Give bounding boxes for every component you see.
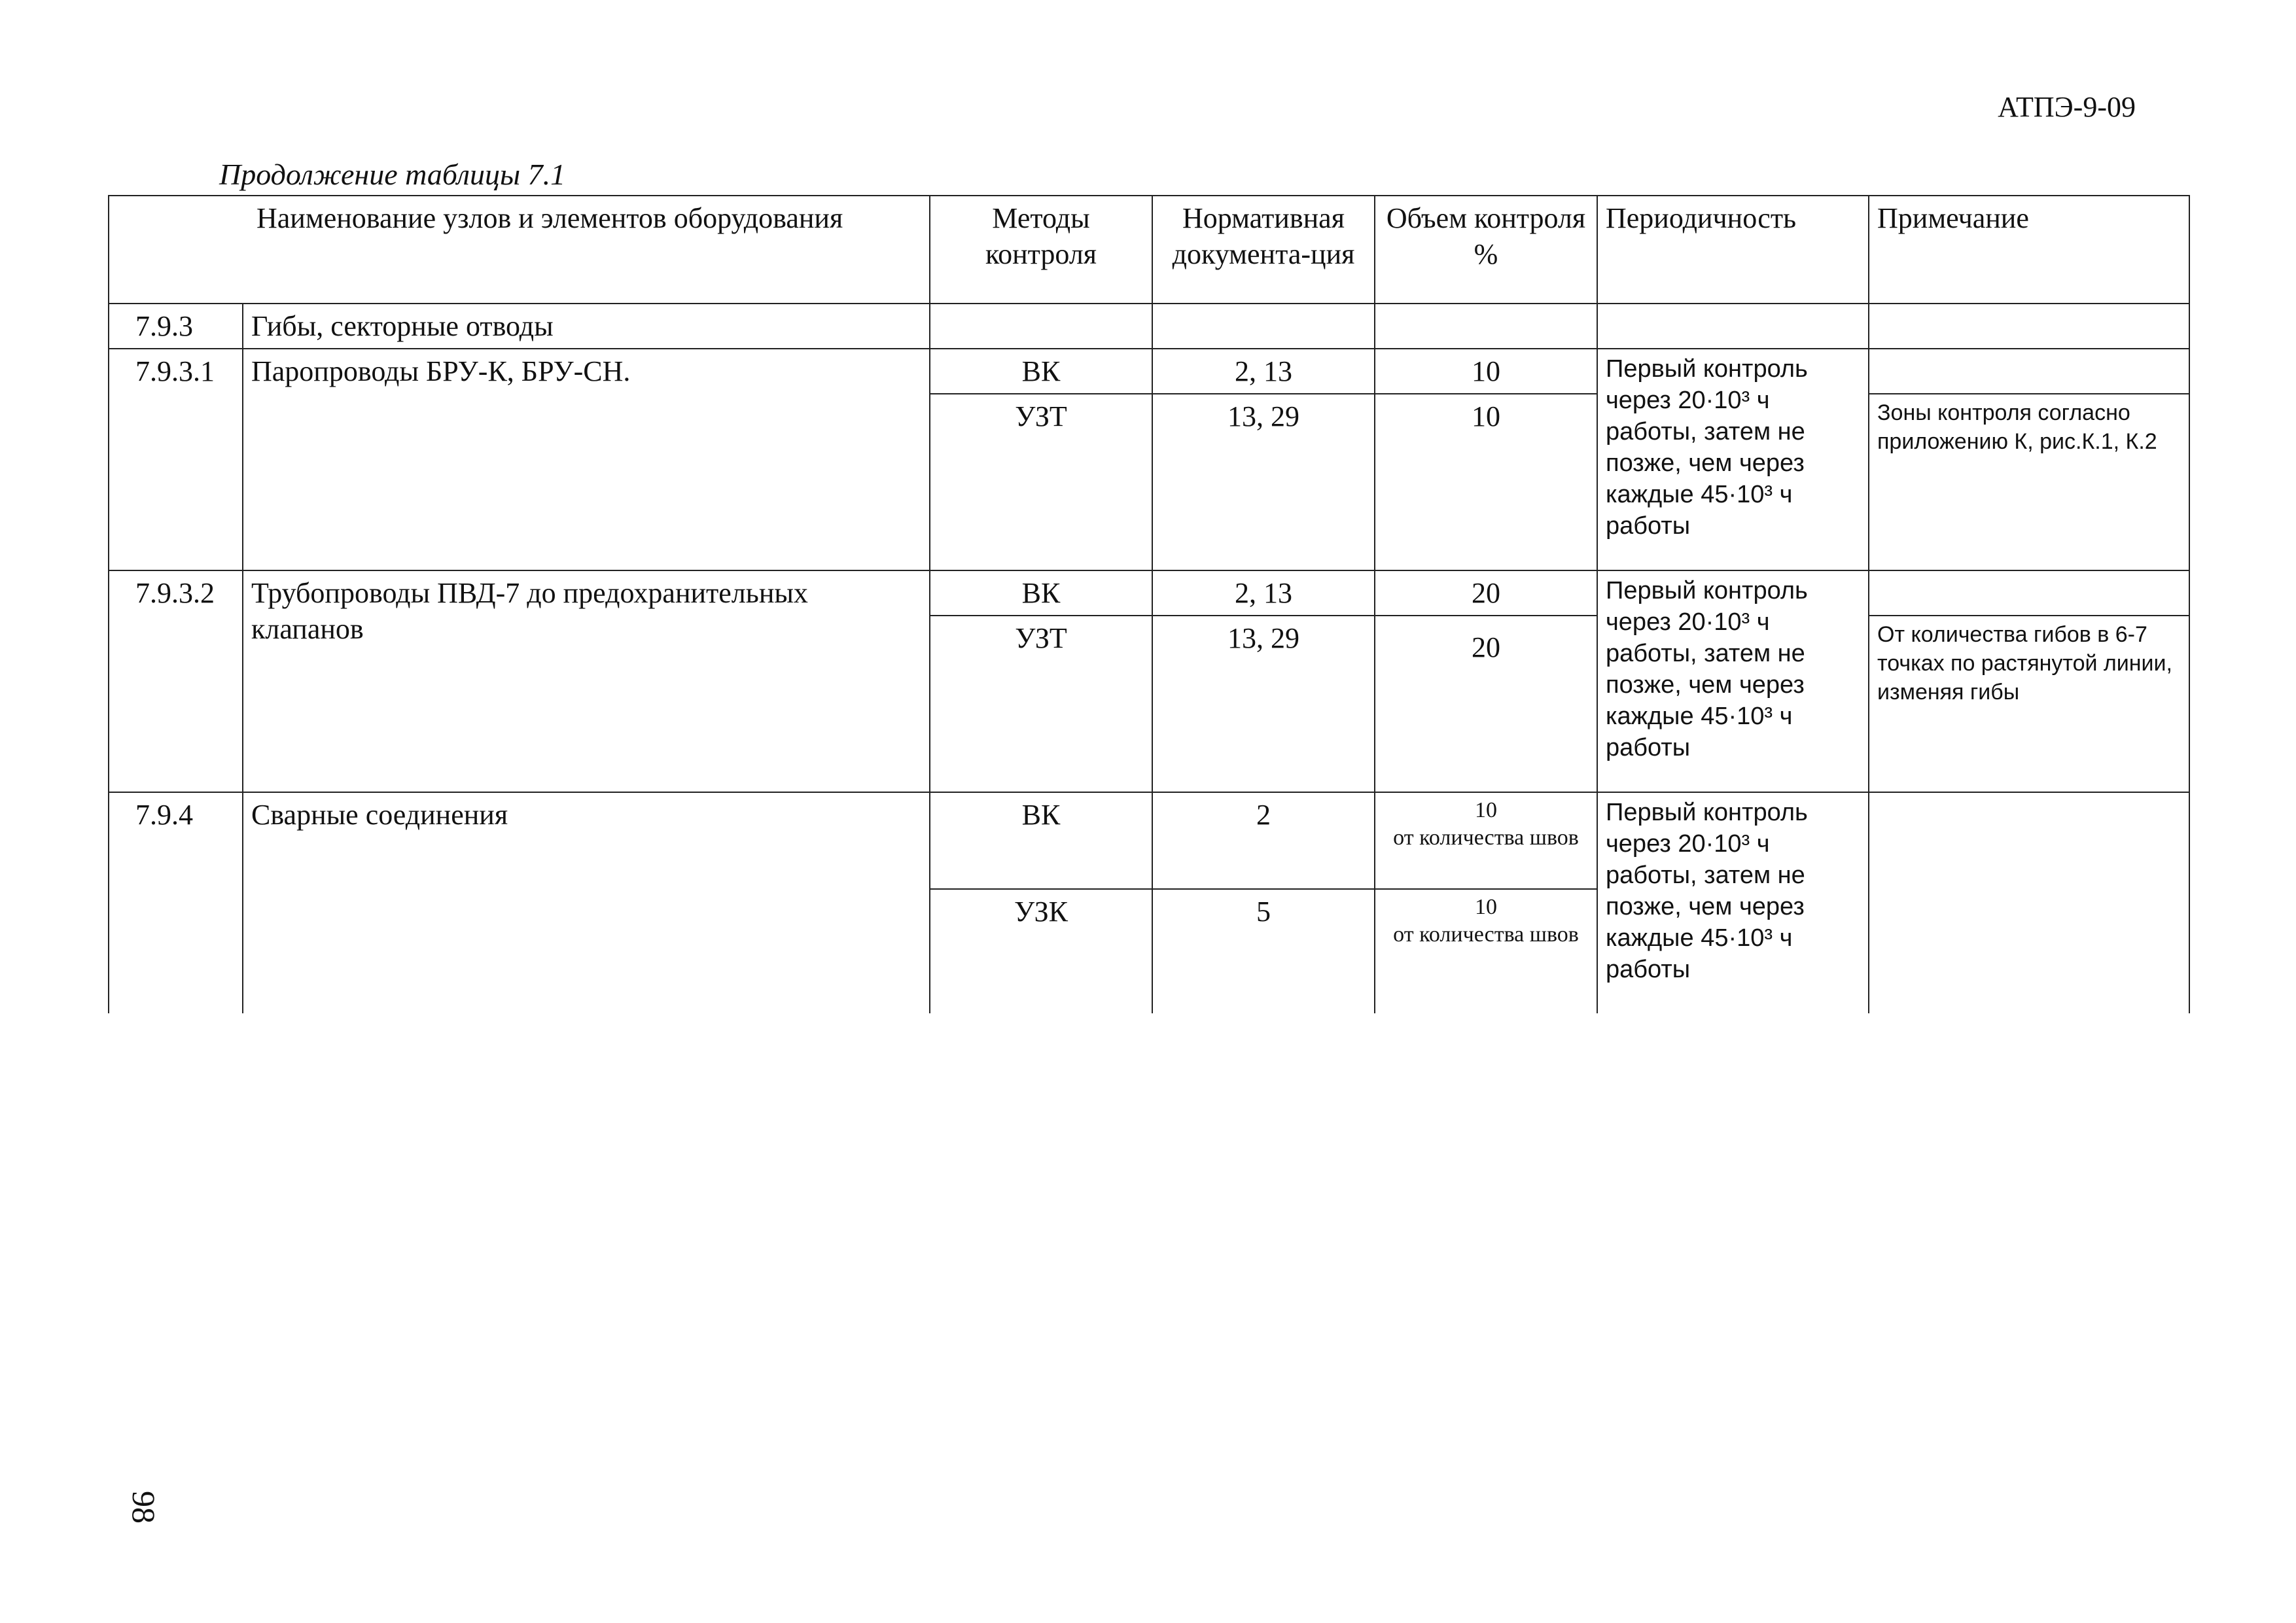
section-row (109, 304, 2189, 349)
table-caption: Продолжение таблицы 7.1 (219, 158, 566, 191)
volume-cell: 10 (1375, 394, 1597, 570)
method-cell: УЗК (930, 889, 1152, 1013)
volume-value: 10 (1475, 895, 1497, 919)
docs-cell: 13, 29 (1152, 394, 1375, 570)
row-name: Трубопроводы ПВД-7 до предохранительных клапанов (243, 570, 930, 792)
method-cell: УЗТ (930, 616, 1152, 792)
method-cell: ВК (930, 570, 1152, 616)
section-name: Гибы, секторные отводы (243, 304, 930, 349)
periodicity-cell: Первый контроль через 20·10³ ч работы, затем не позже, чем через каждые 45·10³ ч работы (1597, 349, 1869, 570)
docs-cell: 2, 13 (1152, 570, 1375, 616)
col-header-volume: Объем контроля % (1375, 196, 1597, 304)
col-header-periodicity: Периодичность (1597, 196, 1869, 304)
row-number: 7.9.3.1 (109, 349, 243, 570)
table-row (109, 349, 2189, 394)
row-name: Паропроводы БРУ-К, БРУ-СН. (243, 349, 930, 570)
periodicity-cell: Первый контроль через 20·10³ ч работы, затем не позже, чем через каждые 45·10³ ч работы (1597, 570, 1869, 792)
volume-cell: 20 (1375, 570, 1597, 616)
docs-cell: 13, 29 (1152, 616, 1375, 792)
note-cell: От количества гибов в 6-7 точках по растянутой линии, изменяя гибы (1869, 616, 2189, 792)
docs-cell: 2 (1152, 792, 1375, 889)
volume-note: от количества швов (1393, 826, 1579, 850)
row-number: 7.9.3.2 (109, 570, 243, 792)
page-number: 98 (126, 1491, 162, 1524)
table-row (109, 792, 2189, 889)
document-code: АТПЭ-9-09 (1998, 91, 2136, 123)
col-header-name: Наименование узлов и элементов оборудования (109, 196, 930, 304)
col-header-note: Примечание (1869, 196, 2189, 304)
volume-cell (1375, 889, 1597, 1013)
volume-cell: 20 (1375, 616, 1597, 792)
docs-cell: 2, 13 (1152, 349, 1375, 394)
row-name: Сварные соединения (243, 792, 930, 1013)
inspection-table (108, 195, 2189, 1013)
col-header-normative: Нормативная документа-ция (1152, 196, 1375, 304)
table-header-row (109, 196, 2189, 304)
volume-cell (1375, 792, 1597, 889)
volume-note: от количества швов (1393, 922, 1579, 947)
row-number: 7.9.4 (109, 792, 243, 1013)
volume-value: 10 (1475, 798, 1497, 822)
method-cell: УЗТ (930, 394, 1152, 570)
note-cell (1869, 792, 2189, 1013)
method-cell: ВК (930, 792, 1152, 889)
docs-cell: 5 (1152, 889, 1375, 1013)
periodicity-cell: Первый контроль через 20·10³ ч работы, затем не позже, чем через каждые 45·10³ ч работы (1597, 792, 1869, 1013)
section-number: 7.9.3 (109, 304, 243, 349)
col-header-methods: Методы контроля (930, 196, 1152, 304)
method-cell: ВК (930, 349, 1152, 394)
volume-cell: 10 (1375, 349, 1597, 394)
table-row (109, 570, 2189, 616)
note-cell: Зоны контроля согласно приложению К, рис.К.1, К.2 (1869, 394, 2189, 570)
